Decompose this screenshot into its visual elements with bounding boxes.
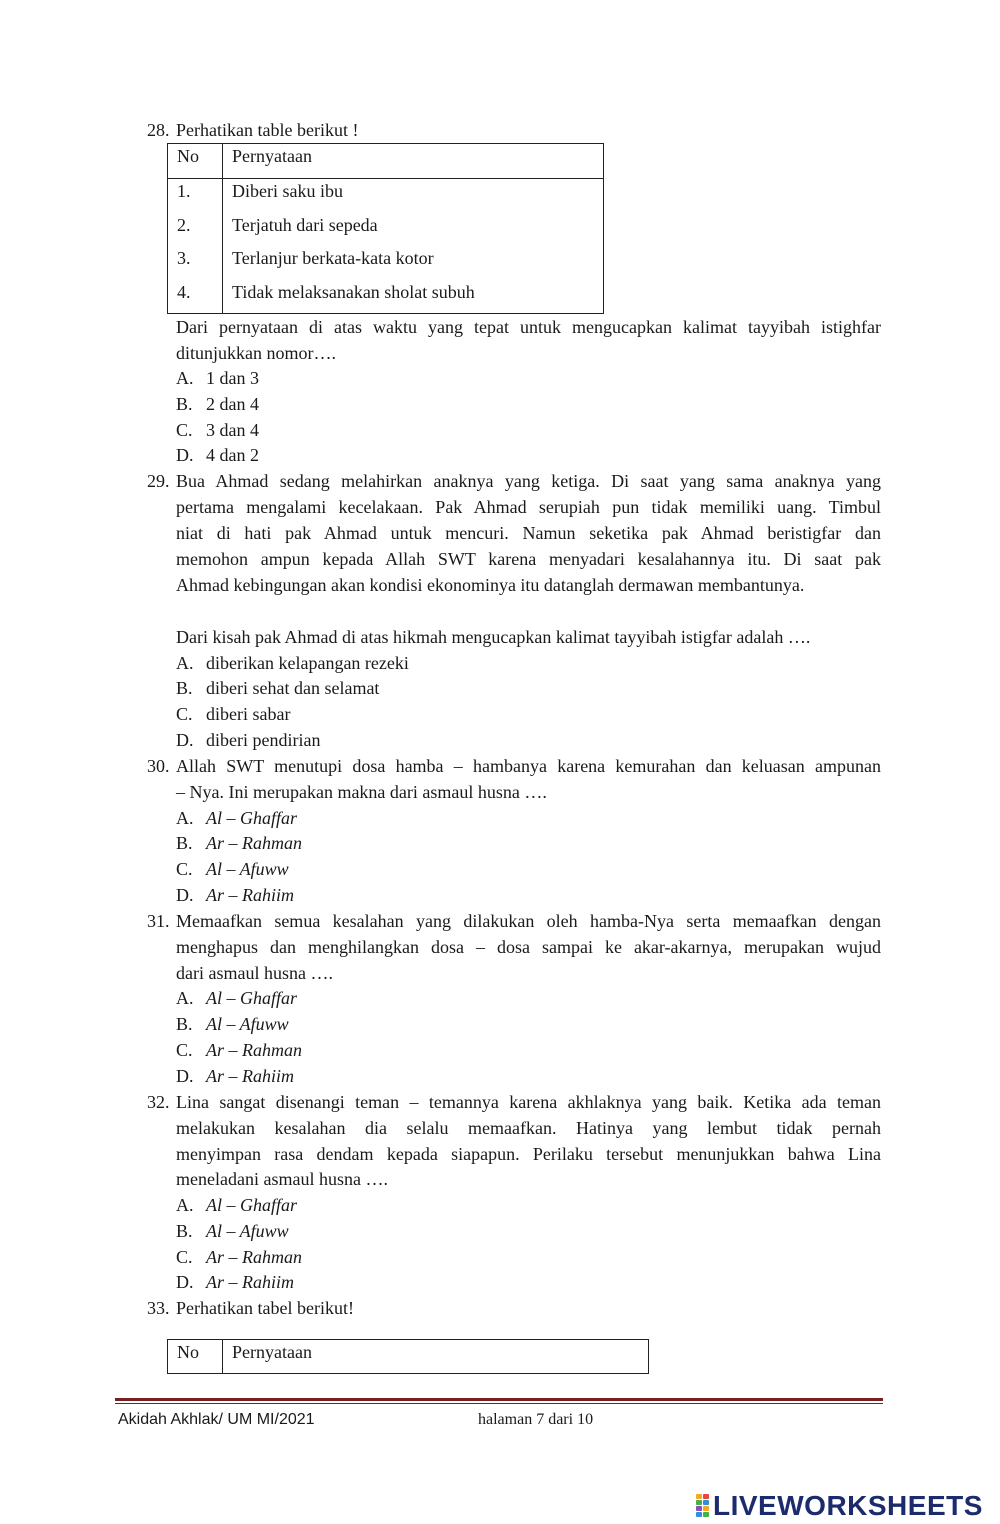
- table-cell-no: 4.: [168, 280, 223, 314]
- q30-number: 30.: [147, 756, 170, 776]
- table-cell-statement: Terlanjur berkata-kata kotor: [223, 246, 604, 280]
- table-cell-no: 3.: [168, 246, 223, 280]
- q32-number: 32.: [147, 1092, 170, 1112]
- q29-story-line: Ahmad kebingungan akan kondisi ekonominya itu datanglah dermawan membantunya.: [176, 575, 805, 595]
- q32-option-c-letter: C.: [176, 1247, 193, 1267]
- q29-story-line: pertama mengalami kecelakaan. Pak Ahmad serupiah pun tidak memiliki uang. Timbul: [176, 497, 881, 517]
- q29-option-a-letter: A.: [176, 653, 194, 673]
- q28-option-c-letter: C.: [176, 420, 193, 440]
- q29-question: Dari kisah pak Ahmad di atas hikmah mengucapkan kalimat tayyibah istigfar adalah ….: [176, 627, 811, 647]
- q31-number: 31.: [147, 911, 170, 931]
- q29-story-line: Bua Ahmad sedang melahirkan anaknya yang ketiga. Di saat yang sama anaknya yang: [176, 471, 881, 491]
- table-cell-statement: Diberi saku ibu: [223, 179, 604, 213]
- table-row: [168, 179, 604, 213]
- q31-option-a-letter: A.: [176, 988, 194, 1008]
- q29-number: 29.: [147, 471, 170, 491]
- q32-option-d[interactable]: Ar – Rahiim: [206, 1272, 294, 1292]
- q30-option-b-letter: B.: [176, 833, 193, 853]
- q33-table-header: [168, 1340, 649, 1374]
- q32-option-b-letter: B.: [176, 1221, 193, 1241]
- q33-intro: Perhatikan tabel berikut!: [176, 1298, 354, 1318]
- footer-page-number: halaman 7 dari 10: [478, 1411, 594, 1428]
- table-header-statement: Pernyataan: [223, 1340, 649, 1374]
- q31-option-d[interactable]: Ar – Rahiim: [206, 1066, 294, 1086]
- q29-story-line: memohon ampun kepada Allah SWT karena menyadari kesalahannya itu. Di saat pak: [176, 549, 881, 569]
- q29-option-d-letter: D.: [176, 730, 194, 750]
- q28-option-a[interactable]: 1 dan 3: [206, 368, 259, 388]
- q31-stem-line: menghapus dan menghilangkan dosa – dosa sampai ke akar-akarnya, merupakan wujud: [176, 937, 881, 957]
- q28-option-b-letter: B.: [176, 394, 193, 414]
- q30-stem-line: Allah SWT menutupi dosa hamba – hambanya karena kemurahan dan keluasan ampunan: [176, 756, 881, 776]
- q31-option-c-letter: C.: [176, 1040, 193, 1060]
- q31-option-c[interactable]: Ar – Rahman: [206, 1040, 302, 1060]
- q33-number: 33.: [147, 1298, 170, 1318]
- footer-rule-thick: [115, 1398, 883, 1401]
- q31-option-d-letter: D.: [176, 1066, 194, 1086]
- q28-stem-line: ditunjukkan nomor….: [176, 343, 336, 363]
- q30-option-d-letter: D.: [176, 885, 194, 905]
- q28-intro: Perhatikan table berikut !: [176, 120, 359, 140]
- q32-stem-line: meneladani asmaul husna ….: [176, 1169, 388, 1189]
- q32-option-a-letter: A.: [176, 1195, 194, 1215]
- table-header-no: No: [168, 144, 223, 179]
- q30-stem-line: – Nya. Ini merupakan makna dari asmaul husna ….: [176, 782, 547, 802]
- q28-table-header: [168, 144, 604, 179]
- q32-option-a[interactable]: Al – Ghaffar: [206, 1195, 298, 1215]
- table-cell-no: 2.: [168, 213, 223, 246]
- q30-option-a[interactable]: Al – Ghaffar: [206, 808, 298, 828]
- table-cell-statement: Terjatuh dari sepeda: [223, 213, 604, 246]
- table-cell-no: 1.: [168, 179, 223, 213]
- liveworksheets-logo-icon: [696, 1494, 710, 1518]
- table-row: [168, 213, 604, 246]
- table-header-statement: Pernyataan: [223, 144, 604, 179]
- liveworksheets-text: LIVEWORKSHEETS: [713, 1490, 983, 1521]
- q32-option-c[interactable]: Ar – Rahman: [206, 1247, 302, 1267]
- q28-number: 28.: [147, 120, 170, 140]
- q32-stem-line: Lina sangat disenangi teman – temannya karena akhlaknya yang baik. Ketika ada teman: [176, 1092, 881, 1112]
- q29-option-b[interactable]: diberi sehat dan selamat: [206, 678, 380, 698]
- q28-option-d-letter: D.: [176, 445, 194, 465]
- q28-stem-line: Dari pernyataan di atas waktu yang tepat untuk mengucapkan kalimat tayyibah istighfar: [176, 317, 881, 337]
- liveworksheets-watermark: [696, 1490, 983, 1522]
- q29-option-a[interactable]: diberikan kelapangan rezeki: [206, 653, 409, 673]
- footer-left: Akidah Akhlak/ UM MI/2021: [118, 1411, 315, 1428]
- q30-option-a-letter: A.: [176, 808, 194, 828]
- q31-option-b[interactable]: Al – Afuww: [206, 1014, 289, 1034]
- q31-stem-line: Memaafkan semua kesalahan yang dilakukan oleh hamba-Nya serta memaafkan dengan: [176, 911, 881, 931]
- q32-stem-line: menyimpan rasa dendam kepada siapapun. Perilaku tersebut menunjukkan bahwa Lina: [176, 1144, 881, 1164]
- q33-table: [167, 1339, 649, 1374]
- q28-option-a-letter: A.: [176, 368, 194, 388]
- q29-option-c-letter: C.: [176, 704, 193, 724]
- q30-option-c[interactable]: Al – Afuww: [206, 859, 289, 879]
- q29-option-c[interactable]: diberi sabar: [206, 704, 291, 724]
- footer-rule-thin: [115, 1403, 883, 1404]
- q28-option-c[interactable]: 3 dan 4: [206, 420, 259, 440]
- q30-option-d[interactable]: Ar – Rahiim: [206, 885, 294, 905]
- q28-option-b[interactable]: 2 dan 4: [206, 394, 259, 414]
- table-header-no: No: [168, 1340, 223, 1374]
- table-row: [168, 246, 604, 280]
- q30-option-b[interactable]: Ar – Rahman: [206, 833, 302, 853]
- q31-stem-line: dari asmaul husna ….: [176, 963, 333, 983]
- q32-option-d-letter: D.: [176, 1272, 194, 1292]
- q29-option-d[interactable]: diberi pendirian: [206, 730, 321, 750]
- q31-option-a[interactable]: Al – Ghaffar: [206, 988, 298, 1008]
- q32-option-b[interactable]: Al – Afuww: [206, 1221, 289, 1241]
- q32-stem-line: melakukan kesalahan dia selalu memaafkan. Hatinya yang lembut tidak pernah: [176, 1118, 881, 1138]
- table-row: [168, 280, 604, 314]
- q30-option-c-letter: C.: [176, 859, 193, 879]
- q28-table: [167, 143, 604, 314]
- q29-option-b-letter: B.: [176, 678, 193, 698]
- q29-story-line: niat di hati pak Ahmad untuk mencuri. Namun seketika pak Ahmad beristigfar dan: [176, 523, 881, 543]
- q28-option-d[interactable]: 4 dan 2: [206, 445, 259, 465]
- table-cell-statement: Tidak melaksanakan sholat subuh: [223, 280, 604, 314]
- q31-option-b-letter: B.: [176, 1014, 193, 1034]
